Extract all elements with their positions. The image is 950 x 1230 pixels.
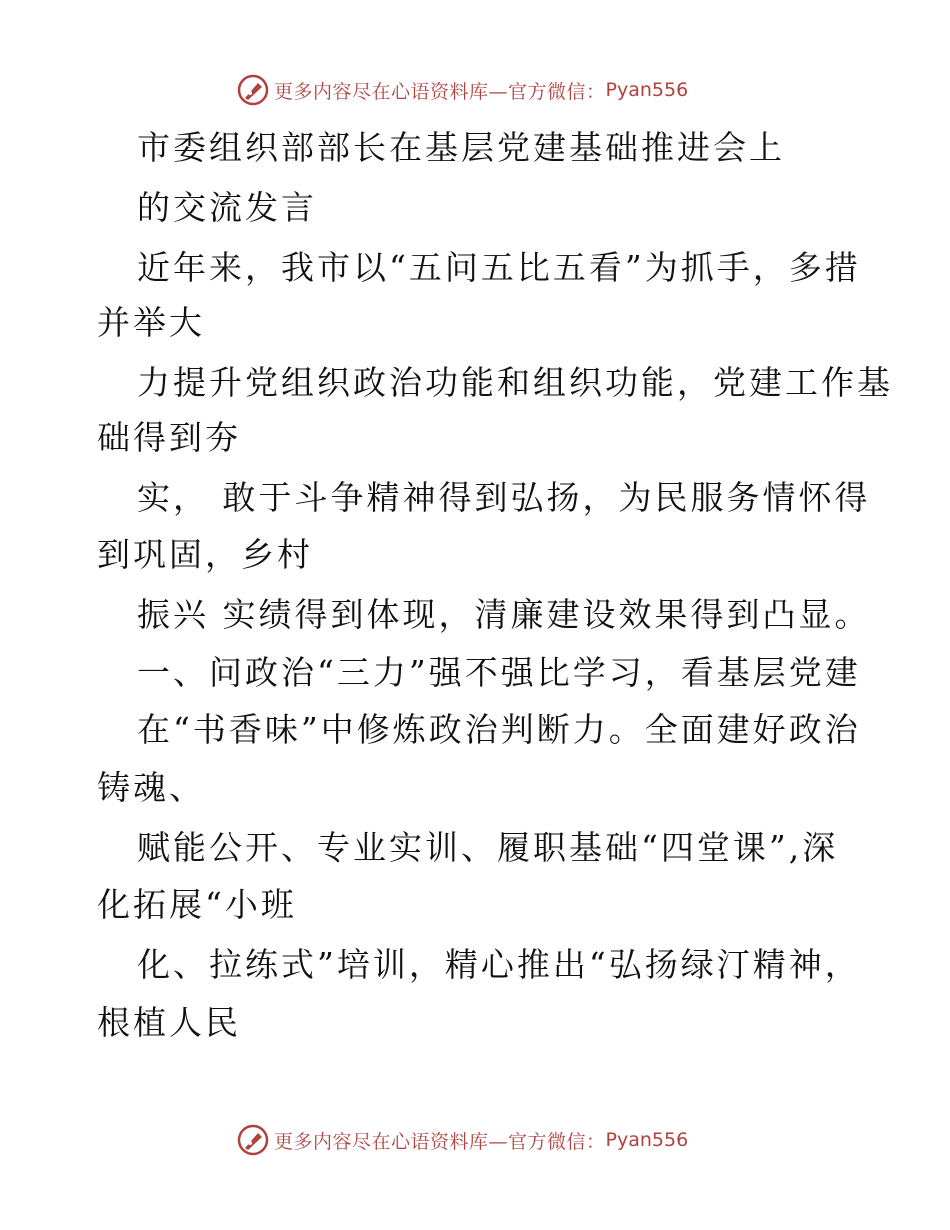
paragraph-line: 根植人民 <box>97 1003 241 1042</box>
paragraph-line: 在“书香味”中修炼政治判断力。全面建好政治 <box>137 710 861 749</box>
pen-nib-logo-icon <box>236 73 270 107</box>
paragraph-line: 并举大 <box>97 303 205 342</box>
paragraph-line: 赋能公开、专业实训、履职基础“四堂课”,深 <box>137 828 839 867</box>
paragraph-line: 近年来，我市以“五问五比五看”为抓手，多措 <box>137 248 861 287</box>
paragraph-line: 振兴 实绩得到体现，清廉建设效果得到凸显。 <box>137 595 871 634</box>
watermark-wechat-id: Pyan556 <box>605 79 689 101</box>
paragraph-line: 化拓展“小班 <box>97 885 297 924</box>
section-heading-line: 一、问政治“三力”强不强比学习，看基层党建 <box>137 653 861 692</box>
pen-nib-logo-icon <box>236 1123 270 1157</box>
paragraph-line: 实， 敢于斗争精神得到弘扬，为民服务情怀得 <box>137 478 871 517</box>
watermark-text: 更多内容尽在心语资料库—官方微信： <box>274 1130 606 1153</box>
paragraph-line: 础得到夯 <box>97 418 241 457</box>
watermark-text: 更多内容尽在心语资料库—官方微信： <box>274 80 606 103</box>
paragraph-line: 到巩固，乡村 <box>97 535 313 574</box>
doc-title-line-2: 的交流发言 <box>137 188 317 227</box>
paragraph-line: 化、拉练式”培训，精心推出“弘扬绿汀精神， <box>137 945 861 984</box>
header-watermark <box>236 70 688 110</box>
footer-watermark <box>236 1120 688 1160</box>
doc-title-line-1: 市委组织部部长在基层党建基础推进会上 <box>137 128 785 167</box>
watermark-wechat-id: Pyan556 <box>605 1129 689 1151</box>
paragraph-line: 铸魂、 <box>97 768 205 807</box>
paragraph-line: 力提升党组织政治功能和组织功能，党建工作基 <box>137 363 893 402</box>
